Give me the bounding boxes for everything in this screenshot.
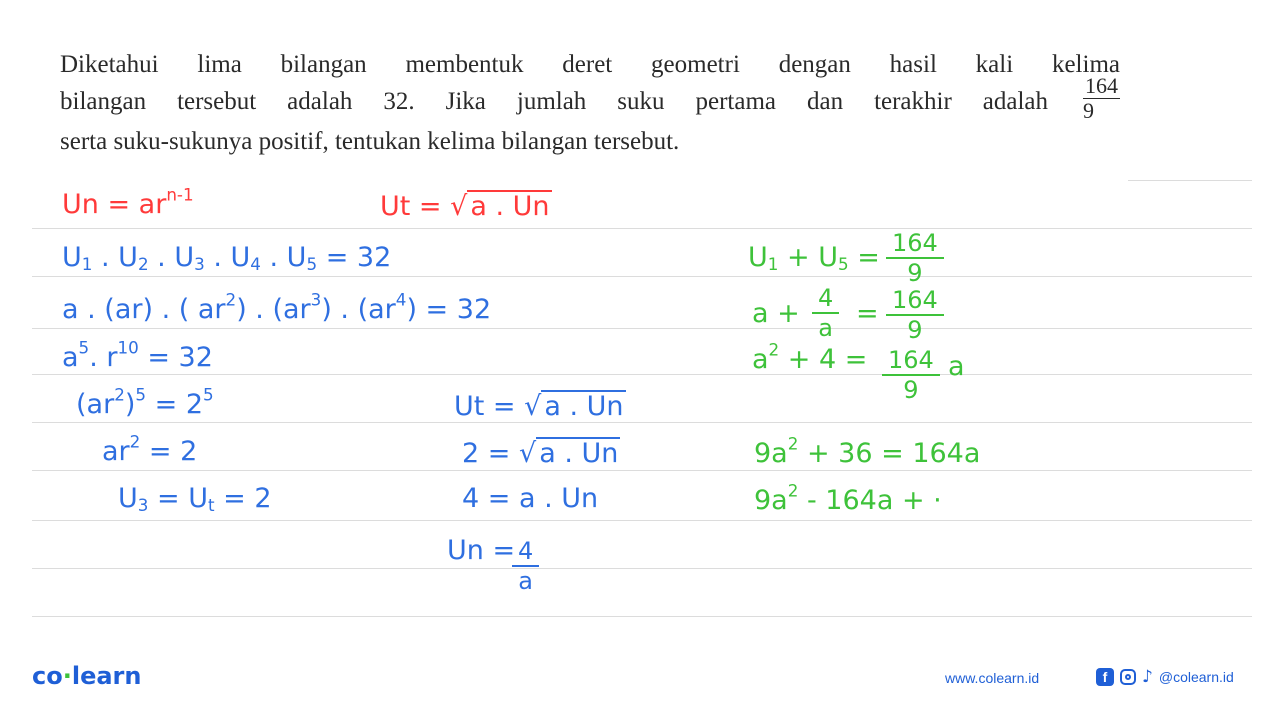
exponent: 4	[395, 289, 407, 310]
problem-line-2-text: bilangan tersebut adalah 32. Jika jumlah suku pertama dan terakhir adalah	[60, 88, 1049, 115]
four-eq-line	[462, 484, 598, 514]
ut-radicand: a . Un	[541, 390, 625, 421]
power-form-line	[76, 384, 214, 420]
a2-eq-part: a	[948, 351, 965, 382]
subscript: 5	[837, 254, 849, 275]
term-u: . U	[92, 242, 138, 273]
sum-eq-fraction	[886, 230, 944, 286]
subscript: 5	[306, 254, 318, 275]
nine-eq-part: 9a	[754, 438, 788, 469]
fraction-denominator: 9	[1083, 97, 1094, 123]
problem-line-1: Diketahui lima bilangan membentuk deret geometri dengan hasil kali kelima	[60, 51, 1120, 78]
expand-part: a . (ar) . ( ar	[62, 294, 226, 325]
term-u: U	[62, 242, 82, 273]
brand-text: learn	[71, 662, 142, 690]
a-eq-part: =	[856, 298, 879, 329]
ruled-line	[1128, 180, 1252, 181]
a2-eq-numerator: 164	[882, 347, 940, 376]
subscript: 3	[194, 254, 205, 275]
ruled-line	[32, 616, 1252, 617]
un-eq-denominator: a	[518, 567, 533, 595]
powers-part: a	[62, 342, 79, 373]
a2-eq-part: a	[752, 344, 769, 375]
website-link[interactable]: www.colearn.id	[945, 670, 1040, 686]
power-form-part: )	[124, 389, 136, 420]
u3-part: U	[118, 483, 138, 514]
sum-eq-part: =	[848, 242, 880, 273]
sum-eq-denominator: 9	[907, 259, 923, 287]
sqrt-sign: √ a . Un	[518, 438, 619, 469]
a2-eq-denominator: 9	[903, 376, 919, 404]
exponent: 5	[135, 384, 147, 405]
a2-eq-part: + 4 =	[779, 344, 868, 375]
expand-line	[62, 289, 492, 325]
a-eq-lhs	[752, 299, 800, 329]
two-eq-radicand: a . Un	[536, 437, 620, 468]
nine-eq-part: + 36 = 164a	[798, 438, 981, 469]
a2-eq-lhs	[752, 339, 868, 375]
ar2-part: = 2	[140, 436, 198, 467]
four-eq-text: 4 = a . Un	[462, 483, 599, 514]
exponent: 5	[203, 384, 214, 405]
exponent: 2	[768, 339, 780, 360]
colearn-logo	[32, 662, 141, 690]
ruled-line	[32, 422, 1252, 423]
fraction-numerator: 164	[1085, 72, 1118, 98]
a-eq-denominator: a	[818, 314, 833, 342]
a-eq-numerator: 4	[812, 285, 839, 314]
product-rhs: = 32	[317, 242, 392, 273]
ruled-line	[32, 328, 1252, 329]
ruled-line	[32, 470, 1252, 471]
a-eq-fraction-2	[886, 287, 944, 343]
social-links	[1096, 666, 1234, 688]
problem-statement	[60, 46, 1120, 160]
ruled-line	[32, 374, 1252, 375]
two-eq-line	[462, 437, 620, 469]
ut-again-line	[454, 390, 626, 422]
un-eq-numerator: 4	[512, 538, 539, 567]
expand-part: ) . (ar	[321, 294, 396, 325]
exponent: 2	[225, 289, 237, 310]
problem-fraction	[1083, 74, 1120, 123]
exponent: 10	[117, 337, 139, 358]
sqrt-sign: √ a . Un	[450, 191, 550, 222]
a2-eq-fraction	[882, 347, 940, 403]
brand-dot: ·	[62, 662, 72, 690]
sum-eq-lhs	[748, 243, 880, 273]
nine-eq-line	[754, 433, 981, 469]
ruled-line	[32, 520, 1252, 521]
subscript: 2	[137, 254, 149, 275]
formula-ut-radicand: a . Un	[467, 190, 551, 221]
sum-eq-part: U	[748, 242, 768, 273]
exponent: 2	[787, 433, 799, 454]
powers-part: = 32	[138, 342, 213, 373]
a2-eq-tail	[948, 352, 965, 382]
a-eq-equals	[856, 299, 879, 329]
exponent: 3	[310, 289, 322, 310]
sqrt-sign: √ a . Un	[524, 391, 624, 422]
a-eq-part: a +	[752, 298, 800, 329]
a-eq-fraction-1	[812, 285, 839, 341]
sum-eq-part: + U	[778, 242, 838, 273]
expand-part: ) = 32	[406, 294, 492, 325]
two-eq-lhs: 2 =	[462, 438, 511, 469]
u3-part: = U	[148, 483, 208, 514]
exponent: 5	[78, 337, 90, 358]
u3-part: = 2	[214, 483, 272, 514]
subscript: t	[207, 495, 215, 516]
problem-line-3: serta suku-sukunya positif, tentukan kelima bilangan tersebut.	[60, 127, 680, 155]
formula-ut	[380, 190, 552, 222]
a-eq-numerator: 164	[886, 287, 944, 316]
brand-text: co	[32, 662, 63, 690]
quad-eq-part: - 164a + ·	[798, 485, 942, 516]
term-u: . U	[204, 242, 251, 273]
ar2-part: ar	[102, 436, 130, 467]
product-line	[62, 243, 391, 273]
ruled-line	[32, 276, 1252, 277]
power-form-part: (ar	[76, 389, 115, 420]
exponent: 2	[114, 384, 125, 405]
subscript: 4	[250, 254, 261, 275]
subscript: 1	[81, 254, 93, 275]
u3-line	[118, 484, 272, 514]
quad-eq-line	[754, 480, 942, 516]
exponent: 2	[129, 431, 141, 452]
ruled-line	[32, 568, 1252, 569]
quad-eq-part: 9a	[754, 485, 788, 516]
term-u: . U	[148, 242, 195, 273]
term-u: . U	[260, 242, 307, 273]
powers-line	[62, 337, 213, 373]
formula-ut-lhs: Ut =	[380, 191, 442, 222]
instagram-icon[interactable]	[1120, 669, 1136, 685]
problem-line-2	[60, 72, 1120, 123]
ar2-line	[102, 431, 198, 467]
formula-un-exponent: n-1	[166, 184, 194, 205]
expand-part: ) . (ar	[236, 294, 311, 325]
un-eq-text: Un =	[447, 535, 516, 566]
subscript: 3	[137, 495, 149, 516]
power-form-part: = 2	[146, 389, 204, 420]
ut-lhs: Ut =	[454, 391, 516, 422]
social-handle[interactable]: @colearn.id	[1158, 669, 1234, 685]
exponent: 2	[787, 480, 799, 501]
formula-un-base: Un = ar	[62, 189, 167, 220]
ruled-line	[32, 228, 1252, 229]
a-eq-denominator: 9	[907, 316, 923, 344]
facebook-icon[interactable]: f	[1096, 668, 1114, 686]
un-eq-lhs	[447, 536, 515, 566]
tiktok-icon[interactable]: ♪	[1142, 667, 1153, 687]
formula-un	[62, 184, 194, 220]
sum-eq-numerator: 164	[886, 230, 944, 259]
un-eq-fraction	[512, 538, 539, 594]
powers-part: . r	[89, 342, 118, 373]
subscript: 1	[767, 254, 779, 275]
